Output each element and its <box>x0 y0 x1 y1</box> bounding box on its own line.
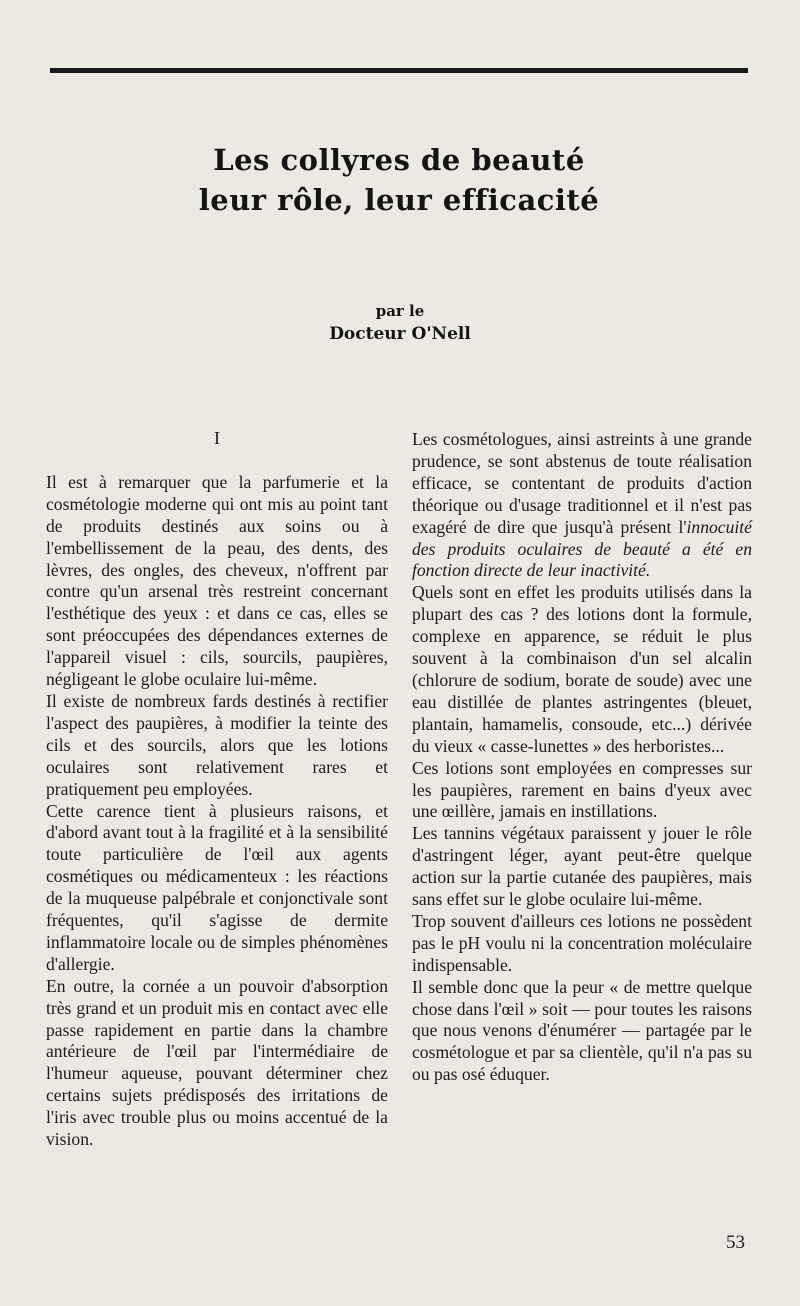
paragraph: Quels sont en effet les produits utilisés dans la plupart des cas ? des lotions dont la formule, complexe en apparence, se réduit le plus souvent à la combinaison d'un sel alcalin (chlorure de sodium, borate de soude) avec une eau distillée de plantes astringentes (bleuet, plantain, hamamelis, consoude, etc...) dérivée du vieux « casse-lunettes » des herboristes... <box>412 582 752 756</box>
byline-prefix: par le <box>375 302 425 320</box>
paragraph: Trop souvent d'ailleurs ces lotions ne possèdent pas le pH voulu ni la concentration moléculaire indispensable. <box>412 910 752 975</box>
right-column <box>412 429 752 1086</box>
article-title-line1: Les collyres de beauté <box>213 143 585 177</box>
paragraph: Cette carence tient à plusieurs raisons, et d'abord avant tout à la fragilité et à la sensibilité toute particulière de l'œil aux agents cosmétiques ou médicamenteux : les réactions de la muqueuse palpébrale et conjonctivale sont fréquentes, qu'il s'agisse de dermite inflammatoire locale ou de simples phénomènes d'allergie. <box>46 800 388 974</box>
top-rule <box>50 68 748 73</box>
paragraph: En outre, la cornée a un pouvoir d'absorption très grand et un produit mis en contact avec elle passe rapidement en partie dans la chambre antérieure de l'œil par l'intermédiaire de l'humeur aqueuse, pouvant déterminer chez certains sujets prédisposés des irritations de l'iris avec trouble plus ou moins accentué de la vision. <box>46 975 388 1150</box>
paragraph: Ces lotions sont employées en compresses sur les paupières, rarement en bains d'yeux avec une œillère, jamais en instillations. <box>412 757 752 822</box>
section-number: I <box>214 428 220 448</box>
paragraph: Il semble donc que la peur « de mettre quelque chose dans l'œil » soit — pour toutes les raisons que nous venons d'énumérer — partagée par le cosmétologue et par sa clientèle, qu'il n'a pas su ou pas osé éduquer. <box>412 976 752 1085</box>
italic-emphasis: innocuité des produits oculaires de beauté a été en fonction directe de leur inactivité. <box>412 516 752 581</box>
paragraph-text: Les cosmétologues, ainsi astreints à une grande prudence, se sont abstenus de toute réalisation efficace, se contentant de produits d'action théorique ou d'usage traditionnel et il n'est pas exagéré de dire que jusqu'à présent l' <box>412 429 752 537</box>
paragraph: Les tannins végétaux paraissent y jouer le rôle d'astringent léger, ayant peut-être quelque action sur la partie cutanée des paupières, mais sans effet sur le globe oculaire lui-même. <box>412 823 752 910</box>
page-number: 53 <box>726 1232 745 1253</box>
paragraph: Il est à remarquer que la parfumerie et la cosmétologie moderne qui ont mis au point tant de produits destinés aux soins ou à l'embellissement de la peau, des dents, des lèvres, des ongles, des cheveux, n'offrent par contre qu'un arsenal très restreint concernant l'esthétique des yeux : et dans ce cas, elles se sont préoccupées des dépendances externes de l'appareil visuel : cils, sourcils, paupières, négligeant le globe oculaire lui-même. <box>46 471 388 690</box>
left-column <box>46 428 388 1151</box>
paragraph <box>412 429 752 582</box>
paragraph: Il existe de nombreux fards destinés à rectifier l'aspect des paupières, à modifier la teinte des cils et des sourcils, alors que les lotions oculaires sont relativement rares et pratiquement peu employées. <box>46 690 388 799</box>
author-name: Docteur O'Nell <box>329 324 471 344</box>
article-title-line2: leur rôle, leur efficacité <box>198 183 600 217</box>
